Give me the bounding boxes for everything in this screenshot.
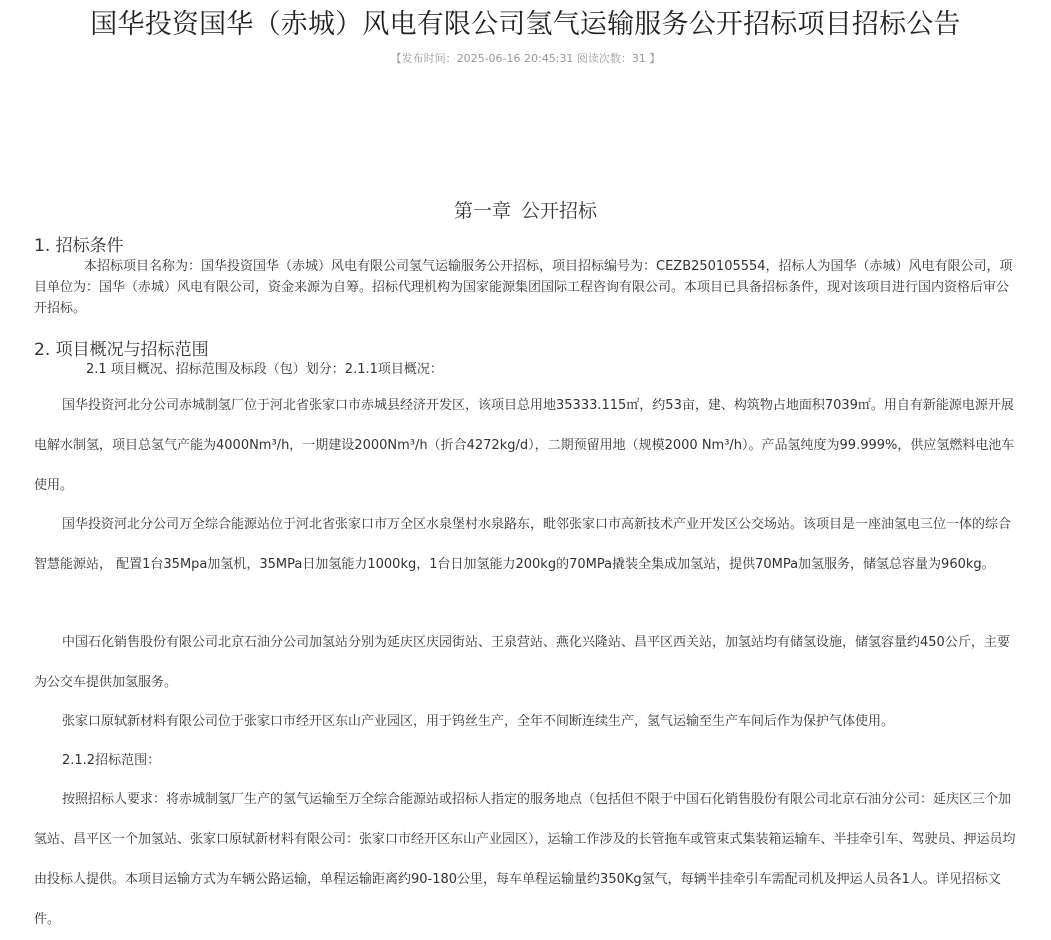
chapter-number: 第一章 xyxy=(453,200,511,222)
paragraph-chicheng-plant: 国华投资河北分公司赤城制氢厂位于河北省张家口市赤城县经济开发区，该项目总用地35333.115㎡，约53亩，建、构筑物占地面积7039㎡。用自有新能源电源开展电解水制氢，项目总氢气产能为4000Nm³/h，一期建设2000Nm³/h（折合4272kg/d），二期预留用地（规模2000 Nm³/h）。产品氢纯度为99.999%，供应氢燃料电池车使用。 xyxy=(34,398,1015,493)
section-1-heading: 1. 招标条件 xyxy=(34,236,124,256)
paragraph-yuanshi-company: 张家口原轼新材料有限公司位于张家口市经开区东山产业园区，用于钨丝生产，全年不间断连续生产，氢气运输至生产车间后作为保护气体使用。 xyxy=(62,714,895,729)
chapter-heading xyxy=(0,196,1051,223)
chapter-name: 公开招标 xyxy=(521,200,598,222)
page-title: 国华投资国华（赤城）风电有限公司氢气运输服务公开招标项目招标公告 xyxy=(90,9,961,40)
paragraph-sinopec-stations: 中国石化销售股份有限公司北京石油分公司加氢站分别为延庆区庆园街站、王泉营站、燕化兴隆站、昌平区西关站，加氢站均有储氢设施，储氢容量约450公斤，主要为公交车提供加氢服务。 xyxy=(34,635,1010,690)
section-1-paragraph: 本招标项目名称为：国华投资国华（赤城）风电有限公司氢气运输服务公开招标，项目招标编号为：CEZB250105554，招标人为国华（赤城）风电有限公司，项目单位为：国华（赤城）风电有限公司，资金来源为自筹。招标代理机构为国家能源集团国际工程咨询有限公司。本项目已具备招标条件，现对该项目进行国内资格后审公开招标。 xyxy=(34,259,1013,316)
subsection-2-1-heading: 2.1 项目概况、招标范围及标段（包）划分：2.1.1项目概况： xyxy=(86,362,443,377)
section-2-heading: 2. 项目概况与招标范围 xyxy=(34,340,209,360)
subsection-2-1-2-heading: 2.1.2招标范围： xyxy=(62,753,161,768)
publish-meta: 【发布时间：2025-06-16 20:45:31 阅读次数：31 】 xyxy=(390,52,661,65)
paragraph-bidding-scope: 按照招标人要求：将赤城制氢厂生产的氢气运输至万全综合能源站或招标人指定的服务地点（包括但不限于中国石化销售股份有限公司北京石油分公司：延庆区三个加氢站、昌平区一个加氢站、张家口原轼新材料有限公司：张家口市经开区东山产业园区），运输工作涉及的长管拖车或管束式集装箱运输车、半挂牵引车、驾驶员、押运员均由投标人提供。本项目运输方式为车辆公路运输，单程运输距离约90-180公里，每车单程运输量约350Kg氢气，每辆半挂牵引车需配司机及押运人员各1人。详见招标文件。 xyxy=(34,792,1016,927)
paragraph-wanquan-station: 国华投资河北分公司万全综合能源站位于河北省张家口市万全区水泉堡村水泉路东，毗邻张家口市高新技术产业开发区公交场站。该项目是一座油氢电三位一体的综合智慧能源站， 配置1台35Mpa加氢机，35MPa日加氢能力1000kg，1台日加氢能力200kg的70MPa撬装全集成加氢站，提供70MPa加氢服务，储氢总容量为960kg。 xyxy=(34,517,1012,572)
